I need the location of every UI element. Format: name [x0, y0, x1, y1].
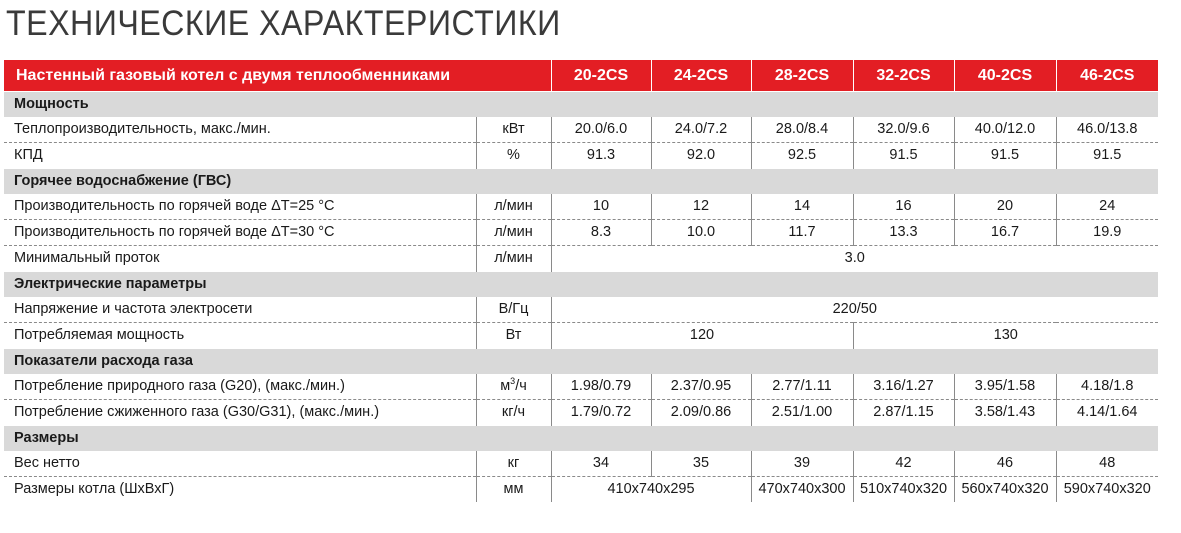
header-row — [4, 60, 1158, 92]
value-cell: 14 — [751, 194, 853, 220]
section-hot-water — [4, 169, 1158, 195]
value-cell: 120 — [551, 323, 853, 349]
section-title: Горячее водоснабжение (ГВС) — [4, 169, 1158, 195]
value-cell: 34 — [551, 451, 651, 477]
row-label: Теплопроизводительность, макс./мин. — [4, 117, 476, 143]
unit-base: м — [500, 378, 511, 394]
section-power — [4, 92, 1158, 118]
table-row — [4, 117, 1158, 143]
value-cell: 13.3 — [853, 220, 954, 246]
value-cell: 46.0/13.8 — [1056, 117, 1158, 143]
table-row — [4, 143, 1158, 169]
value-cell: 3.95/1.58 — [954, 374, 1056, 400]
value-cell: 19.9 — [1056, 220, 1158, 246]
value-cell: 20.0/6.0 — [551, 117, 651, 143]
value-cell: 1.79/0.72 — [551, 400, 651, 426]
value-cell: 35 — [651, 451, 751, 477]
page-title: ТЕХНИЧЕСКИЕ ХАРАКТЕРИСТИКИ — [6, 4, 561, 43]
value-cell: 510x740x320 — [853, 477, 954, 503]
row-unit: Вт — [476, 323, 551, 349]
value-cell: 130 — [853, 323, 1158, 349]
section-dimensions — [4, 426, 1158, 452]
value-cell: 11.7 — [751, 220, 853, 246]
value-cell: 2.37/0.95 — [651, 374, 751, 400]
value-cell: 410x740x295 — [551, 477, 751, 503]
value-cell: 1.98/0.79 — [551, 374, 651, 400]
unit-superscript: 3 — [510, 376, 516, 387]
row-label: КПД — [4, 143, 476, 169]
header-unit-column — [476, 60, 551, 92]
value-cell: 2.51/1.00 — [751, 400, 853, 426]
table-row — [4, 297, 1158, 323]
row-label: Напряжение и частота электросети — [4, 297, 476, 323]
value-cell: 3.0 — [551, 246, 1158, 272]
value-cell: 220/50 — [551, 297, 1158, 323]
value-cell: 2.09/0.86 — [651, 400, 751, 426]
value-cell: 91.5 — [954, 143, 1056, 169]
value-cell: 46 — [954, 451, 1056, 477]
model-46-2cs: 46-2CS — [1056, 60, 1158, 92]
table-row — [4, 477, 1158, 503]
table-row — [4, 451, 1158, 477]
section-title: Электрические параметры — [4, 272, 1158, 298]
value-cell: 40.0/12.0 — [954, 117, 1056, 143]
row-unit: кг — [476, 451, 551, 477]
value-cell: 590x740x320 — [1056, 477, 1158, 503]
table-row — [4, 246, 1158, 272]
row-label: Вес нетто — [4, 451, 476, 477]
value-cell: 4.18/1.8 — [1056, 374, 1158, 400]
row-label: Минимальный проток — [4, 246, 476, 272]
value-cell: 10 — [551, 194, 651, 220]
value-cell: 91.5 — [853, 143, 954, 169]
spec-table — [4, 60, 1158, 502]
row-label: Потребляемая мощность — [4, 323, 476, 349]
row-label: Потребление природного газа (G20), (макс./мин.) — [4, 374, 476, 400]
row-unit: л/мин — [476, 246, 551, 272]
row-label: Потребление сжиженного газа (G30/G31), (макс./мин.) — [4, 400, 476, 426]
row-unit: л/мин — [476, 194, 551, 220]
unit-tail: /ч — [515, 378, 527, 394]
row-unit: кВт — [476, 117, 551, 143]
value-cell: 12 — [651, 194, 751, 220]
row-label: Размеры котла (ШхВхГ) — [4, 477, 476, 503]
value-cell: 470x740x300 — [751, 477, 853, 503]
value-cell: 4.14/1.64 — [1056, 400, 1158, 426]
value-cell: 3.16/1.27 — [853, 374, 954, 400]
header-label: Настенный газовый котел с двумя теплообменниками — [4, 60, 476, 92]
value-cell: 16 — [853, 194, 954, 220]
row-unit: мм — [476, 477, 551, 503]
row-unit — [476, 374, 551, 400]
value-cell: 39 — [751, 451, 853, 477]
model-32-2cs: 32-2CS — [853, 60, 954, 92]
model-24-2cs: 24-2CS — [651, 60, 751, 92]
value-cell: 92.5 — [751, 143, 853, 169]
value-cell: 32.0/9.6 — [853, 117, 954, 143]
value-cell: 2.87/1.15 — [853, 400, 954, 426]
value-cell: 92.0 — [651, 143, 751, 169]
section-title: Мощность — [4, 92, 1158, 118]
value-cell: 16.7 — [954, 220, 1056, 246]
section-title: Показатели расхода газа — [4, 349, 1158, 375]
value-cell: 48 — [1056, 451, 1158, 477]
table-row — [4, 220, 1158, 246]
model-28-2cs: 28-2CS — [751, 60, 853, 92]
value-cell: 560x740x320 — [954, 477, 1056, 503]
section-electrical — [4, 272, 1158, 298]
value-cell: 10.0 — [651, 220, 751, 246]
table-row — [4, 194, 1158, 220]
value-cell: 8.3 — [551, 220, 651, 246]
value-cell: 2.77/1.11 — [751, 374, 853, 400]
row-unit: % — [476, 143, 551, 169]
row-unit: кг/ч — [476, 400, 551, 426]
table-row — [4, 323, 1158, 349]
value-cell: 91.5 — [1056, 143, 1158, 169]
row-unit: л/мин — [476, 220, 551, 246]
section-gas-consumption — [4, 349, 1158, 375]
value-cell: 20 — [954, 194, 1056, 220]
value-cell: 3.58/1.43 — [954, 400, 1056, 426]
model-20-2cs: 20-2CS — [551, 60, 651, 92]
row-label: Производительность по горячей воде ΔT=25 °C — [4, 194, 476, 220]
table-row — [4, 400, 1158, 426]
row-unit: В/Гц — [476, 297, 551, 323]
value-cell: 91.3 — [551, 143, 651, 169]
section-title: Размеры — [4, 426, 1158, 452]
value-cell: 24 — [1056, 194, 1158, 220]
value-cell: 24.0/7.2 — [651, 117, 751, 143]
value-cell: 28.0/8.4 — [751, 117, 853, 143]
model-40-2cs: 40-2CS — [954, 60, 1056, 92]
row-label: Производительность по горячей воде ΔT=30 °C — [4, 220, 476, 246]
value-cell: 42 — [853, 451, 954, 477]
table-row — [4, 374, 1158, 400]
